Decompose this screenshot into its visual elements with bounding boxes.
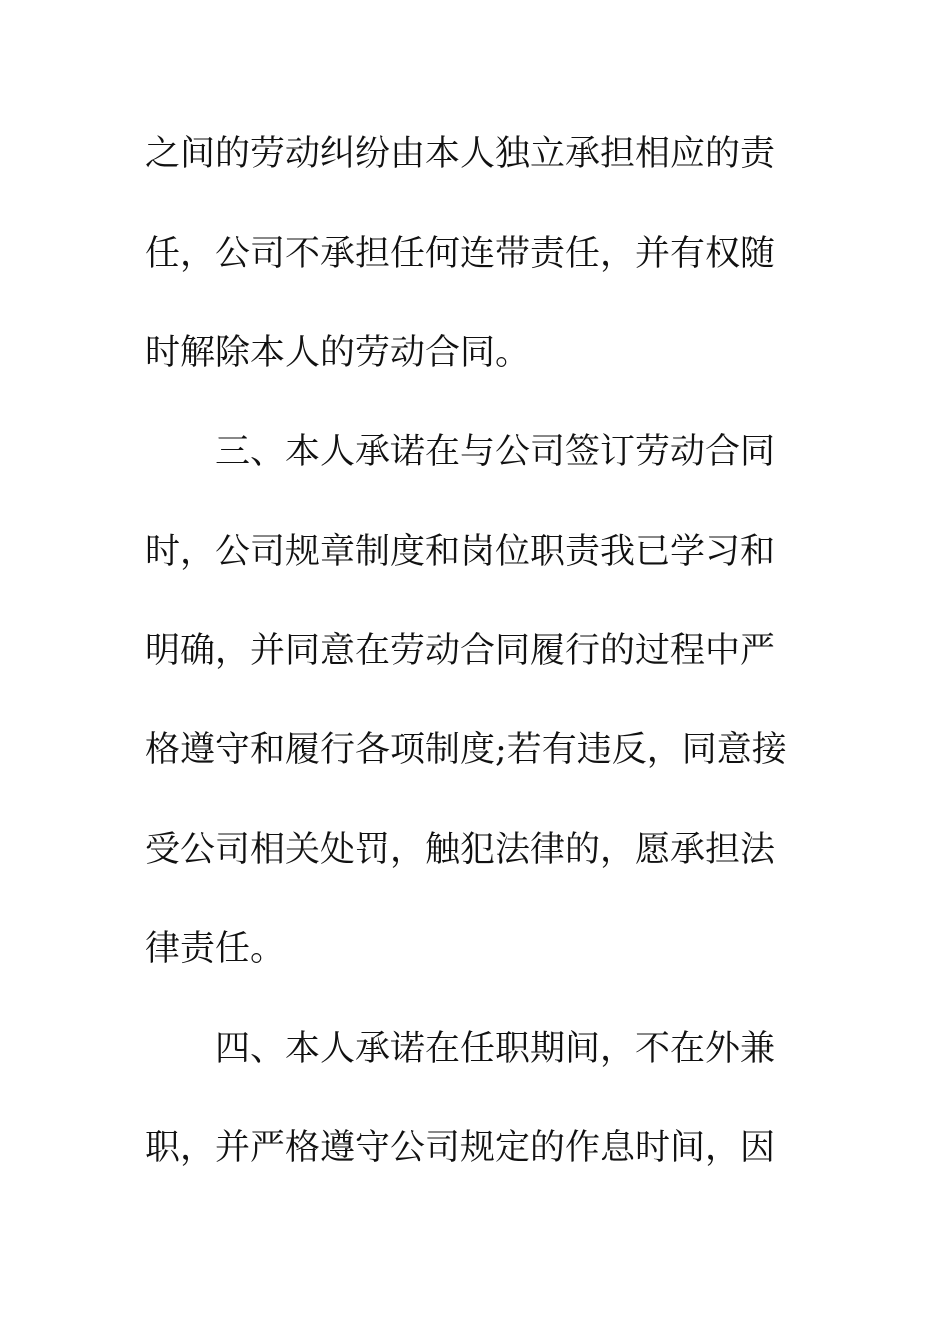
text-line: 格遵守和履行各项制度;若有违反，同意接 [145, 730, 787, 770]
text-line: 明确，并同意在劳动合同履行的过程中严 [145, 631, 776, 671]
text-line: 律责任。 [145, 929, 286, 969]
text-line: 时解除本人的劳动合同。 [145, 333, 531, 373]
text-line: 职，并严格遵守公司规定的作息时间，因 [145, 1128, 776, 1168]
text-line: 受公司相关处罚，触犯法律的，愿承担法 [145, 830, 776, 870]
text-line: 任，公司不承担任何连带责任，并有权随 [145, 234, 776, 274]
text-line: 时，公司规章制度和岗位职责我已学习和 [145, 532, 776, 572]
text-line: 之间的劳动纠纷由本人独立承担相应的责 [145, 134, 776, 174]
paragraph-4-start: 四、本人承诺在任职期间，不在外兼 [215, 1029, 776, 1069]
paragraph-3-start: 三、本人承诺在与公司签订劳动合同 [215, 432, 776, 472]
